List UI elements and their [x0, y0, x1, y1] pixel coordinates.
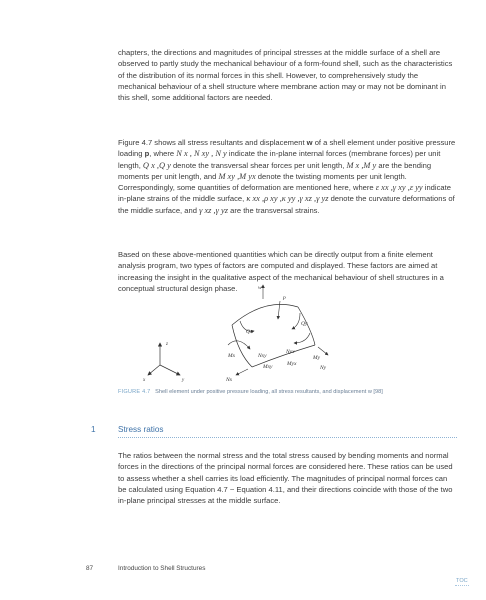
- math-twisting-moments: M xy ,M yx: [218, 171, 256, 181]
- nyx-label: Nyx: [286, 349, 295, 355]
- axis-z-label: z: [166, 342, 168, 347]
- figure-caption: [118, 389, 463, 395]
- figure-caption-label: FIGURE 4.7: [118, 389, 151, 395]
- running-footer-title: Introduction to Shell Structures: [118, 565, 206, 572]
- axis-x-line: [148, 365, 160, 375]
- section-number: 1: [91, 425, 96, 434]
- qx-label: Qx: [246, 329, 253, 335]
- page-number: 87: [86, 565, 94, 572]
- p-label: p: [283, 295, 286, 301]
- qy-arrow: [292, 313, 300, 329]
- axis-y-label: y: [182, 378, 185, 383]
- nx-label: Nx: [226, 377, 233, 383]
- shell-element-figure: [140, 283, 440, 389]
- figure-caption-text: Shell element under positive pressure loading, all stress resultants, and displacement w [98]: [155, 389, 383, 395]
- shell-element: [232, 304, 315, 367]
- ny-arrow: [318, 347, 328, 355]
- math-curvatures: κ xx ,ρ xy ,κ yy ,γ xz ,γ yz: [246, 194, 329, 204]
- mxy-label: Mxy: [263, 364, 273, 370]
- math-shear-forces: Q x ,Q y: [142, 160, 171, 170]
- ny-label: Ny: [320, 365, 327, 371]
- p-arrow: [278, 301, 280, 319]
- qy-label: Qy: [301, 321, 308, 327]
- axis-y-line: [160, 365, 180, 375]
- mx-label: Mx: [228, 353, 236, 359]
- toc-underline: [455, 585, 469, 586]
- my-label: My: [313, 355, 321, 361]
- section-divider: [118, 437, 457, 438]
- nxy-label: Nxy: [258, 353, 267, 359]
- toc-link[interactable]: TOC: [456, 578, 468, 584]
- body-paragraph-stress-ratios: The ratios between the normal stress and the total stress caused by bending moments and normal forces in the directions of the principal normal forces are considered here. These ratios can be used to assess whether a shell carries its load efficiently. The magnitudes of principal normal forces can be calculated using Equation 4.7 ~ Equation 4.11, and their directions coincide with those of the two in-plane principal stresses at the middle surface.: [118, 451, 453, 506]
- math-bending-moments: M x ,M y: [346, 160, 377, 170]
- coordinate-axes: [148, 343, 180, 375]
- math-transversal-strains: γ xz ,γ yz: [199, 205, 228, 215]
- body-paragraph-intro: chapters, the directions and magnitudes of principal stresses at the middle surface of a shell are observed to partly study the mechanical behaviour of a form-found shell, such as the characteristics of the distribution of its normal forces in this shell. However, to comprehensively study the mechanical behaviour of a shell structure where membrane action may or may not be dominant in this shell, some additional factors are needed.: [118, 48, 453, 103]
- body-paragraph-factors: Based on these above-mentioned quantities which can be directly output from a finite element analysis program, two types of factors are computed and displayed. These factors are aimed at increasing the insight in the qualitative aspect of the mechanical behaviour of shell structures in a conceptual structural design phase.: [118, 250, 444, 293]
- force-arrows: [228, 285, 328, 375]
- shell-edge-top: [232, 304, 298, 325]
- my-arrow: [294, 333, 310, 343]
- nx-arrow: [236, 369, 248, 375]
- w-label: w: [258, 285, 262, 291]
- axis-x-label: x: [143, 378, 146, 383]
- math-membrane-forces: N x , N xy , N y: [176, 149, 227, 159]
- myx-label: Myx: [287, 361, 297, 367]
- section-title: Stress ratios: [118, 425, 164, 434]
- math-inplane-strains: ε xx ,γ xy ,ε yy: [375, 183, 423, 193]
- body-paragraph-stress-resultants: Figure 4.7 shows all stress resultants and displacement w of a shell element under positive pressure loading p, where N x , N xy , N y indicate the in-plane internal forces (membrane forces) per unit length, Q x ,Q y denote the transversal shear forces per unit length, M x ,M y are the bending moments per unit length, and M xy ,M yx denote the twisting moments per unit length. Correspondingly, some quantities of deformation are mentioned here, where ε xx ,γ xy ,ε yy indicate in-plane strains of the middle surface, κ xx ,ρ xy ,κ yy ,γ xz ,γ yz denote the curvature deformations of the middle surface, and γ xz ,γ yz are the transversal strains.: [118, 138, 456, 215]
